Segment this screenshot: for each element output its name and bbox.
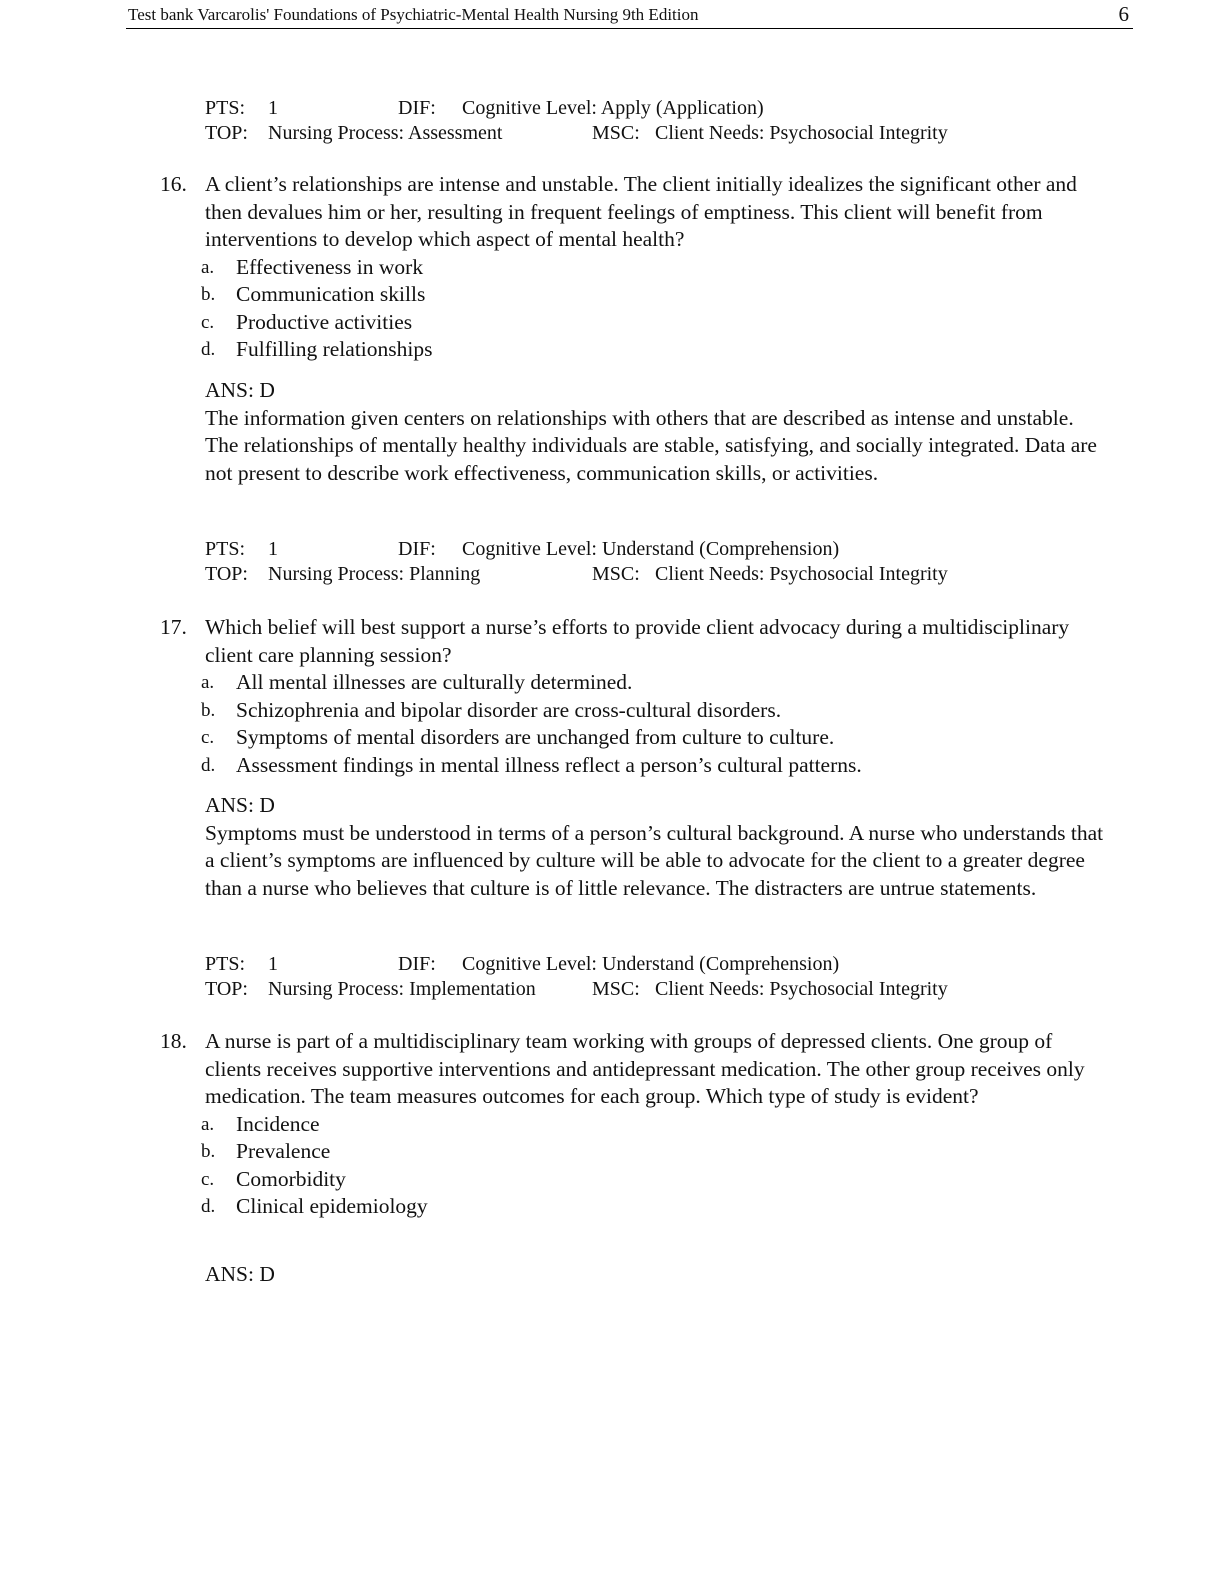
option-text: Fulfilling relationships xyxy=(236,337,433,361)
option-letter: c. xyxy=(201,727,215,748)
question-stem: A nurse is part of a multidisciplinary team working with groups of depressed clients. One group of clients receives supportive interventions and antidepressant medication. The other group receives only medication. The team measures outcomes for each group. Which type of study is evident? xyxy=(205,1029,1085,1108)
option-letter: b. xyxy=(201,284,216,305)
page-header xyxy=(126,3,1133,29)
rationale: Symptoms must be understood in terms of a person’s cultural background. A nurse who understands that a client’s symptoms are influenced by culture will be able to advocate for the client to a greater degree than a nurse who believes that culture is of little relevance. The distracters are untrue statements. xyxy=(205,820,1104,900)
option-c xyxy=(0,1166,1224,1194)
option-letter: a. xyxy=(201,672,215,693)
top-value: Nursing Process: Implementation xyxy=(268,978,536,1000)
option-c xyxy=(0,724,1224,752)
question-16 xyxy=(0,171,1224,364)
top-label: TOP: xyxy=(205,978,248,1000)
option-letter: b. xyxy=(201,699,216,721)
question-number: 17. xyxy=(160,615,187,639)
option-letter: b. xyxy=(201,1141,216,1162)
option-text: Prevalence xyxy=(236,1139,331,1163)
msc-value: Client Needs: Psychosocial Integrity xyxy=(655,122,948,144)
dif-label: DIF: xyxy=(398,538,436,560)
option-d xyxy=(0,752,1224,780)
question-17 xyxy=(0,614,1224,779)
dif-value: Cognitive Level: Understand (Comprehension) xyxy=(462,538,840,560)
option-text: Communication skills xyxy=(236,282,426,306)
option-d xyxy=(0,336,1224,364)
pts-label: PTS: xyxy=(205,953,246,975)
top-label: TOP: xyxy=(205,563,248,585)
answer-key: ANS: D xyxy=(205,1262,275,1286)
option-text: Schizophrenia and bipolar disorder are cross-cultural disorders. xyxy=(236,697,782,722)
answer-key: ANS: D xyxy=(205,793,275,817)
page-number: 6 xyxy=(1118,2,1129,26)
pts-label: PTS: xyxy=(205,538,246,560)
option-b xyxy=(0,1138,1224,1166)
option-text: All mental illnesses are culturally determined. xyxy=(236,670,633,694)
option-a xyxy=(0,669,1224,697)
option-letter: d. xyxy=(201,754,216,776)
top-value: Nursing Process: Planning xyxy=(268,563,481,585)
msc-label: MSC: xyxy=(592,563,640,585)
option-text: Effectiveness in work xyxy=(236,254,424,279)
option-text: Productive activities xyxy=(236,309,413,334)
question-17-meta xyxy=(0,952,1224,1002)
option-c xyxy=(0,309,1224,337)
msc-value: Client Needs: Psychosocial Integrity xyxy=(655,978,948,1000)
msc-label: MSC: xyxy=(592,978,640,1000)
answer-key: ANS: D xyxy=(205,378,275,402)
option-text: Symptoms of mental disorders are unchanged from culture to culture. xyxy=(236,725,835,749)
option-letter: a. xyxy=(201,1113,215,1135)
question-15-meta xyxy=(0,96,1224,146)
top-label: TOP: xyxy=(205,122,248,144)
msc-value: Client Needs: Psychosocial Integrity xyxy=(655,563,948,585)
option-text: Assessment findings in mental illness reflect a person’s cultural patterns. xyxy=(236,752,862,777)
option-letter: d. xyxy=(201,1196,216,1217)
pts-value: 1 xyxy=(268,953,278,975)
question-stem: A client’s relationships are intense and unstable. The client initially idealizes the significant other and then devalues him or her, resulting in frequent feelings of emptiness. This client will benefit from interventions to develop which aspect of mental health? xyxy=(205,172,1077,251)
dif-label: DIF: xyxy=(398,97,436,119)
option-text: Incidence xyxy=(236,1111,320,1136)
question-stem: Which belief will best support a nurse’s efforts to provide client advocacy during a multidisciplinary client care planning session? xyxy=(205,615,1070,667)
dif-label: DIF: xyxy=(398,953,436,975)
option-b xyxy=(0,281,1224,309)
option-text: Comorbidity xyxy=(236,1166,346,1191)
option-a xyxy=(0,254,1224,282)
pts-value: 1 xyxy=(268,97,278,119)
option-letter: c. xyxy=(201,1168,215,1190)
question-18-answer xyxy=(0,1261,1224,1289)
option-letter: a. xyxy=(201,256,215,278)
option-d xyxy=(0,1193,1224,1221)
option-b xyxy=(0,697,1224,725)
document-title: Test bank Varcarolis' Foundations of Psychiatric-Mental Health Nursing 9th Edition xyxy=(128,5,699,24)
pts-value: 1 xyxy=(268,538,278,560)
option-letter: c. xyxy=(201,311,215,333)
pts-label: PTS: xyxy=(205,97,246,119)
question-16-meta xyxy=(0,537,1224,587)
option-letter: d. xyxy=(201,339,216,360)
question-number: 16. xyxy=(160,172,187,196)
dif-value: Cognitive Level: Understand (Comprehension) xyxy=(462,953,840,975)
question-18 xyxy=(0,1028,1224,1221)
dif-value: Cognitive Level: Apply (Application) xyxy=(462,97,764,119)
option-a xyxy=(0,1111,1224,1139)
question-16-answer xyxy=(0,377,1224,487)
question-number: 18. xyxy=(160,1029,187,1053)
top-value: Nursing Process: Assessment xyxy=(268,122,503,144)
rationale: The information given centers on relationships with others that are described as intense and unstable. The relationships of mentally healthy individuals are stable, satisfying, and socially integrated. Data are not present to describe work effectiveness, communication skills, or activities. xyxy=(205,405,1097,485)
msc-label: MSC: xyxy=(592,122,640,144)
question-17-answer xyxy=(0,792,1224,902)
option-text: Clinical epidemiology xyxy=(236,1194,428,1218)
